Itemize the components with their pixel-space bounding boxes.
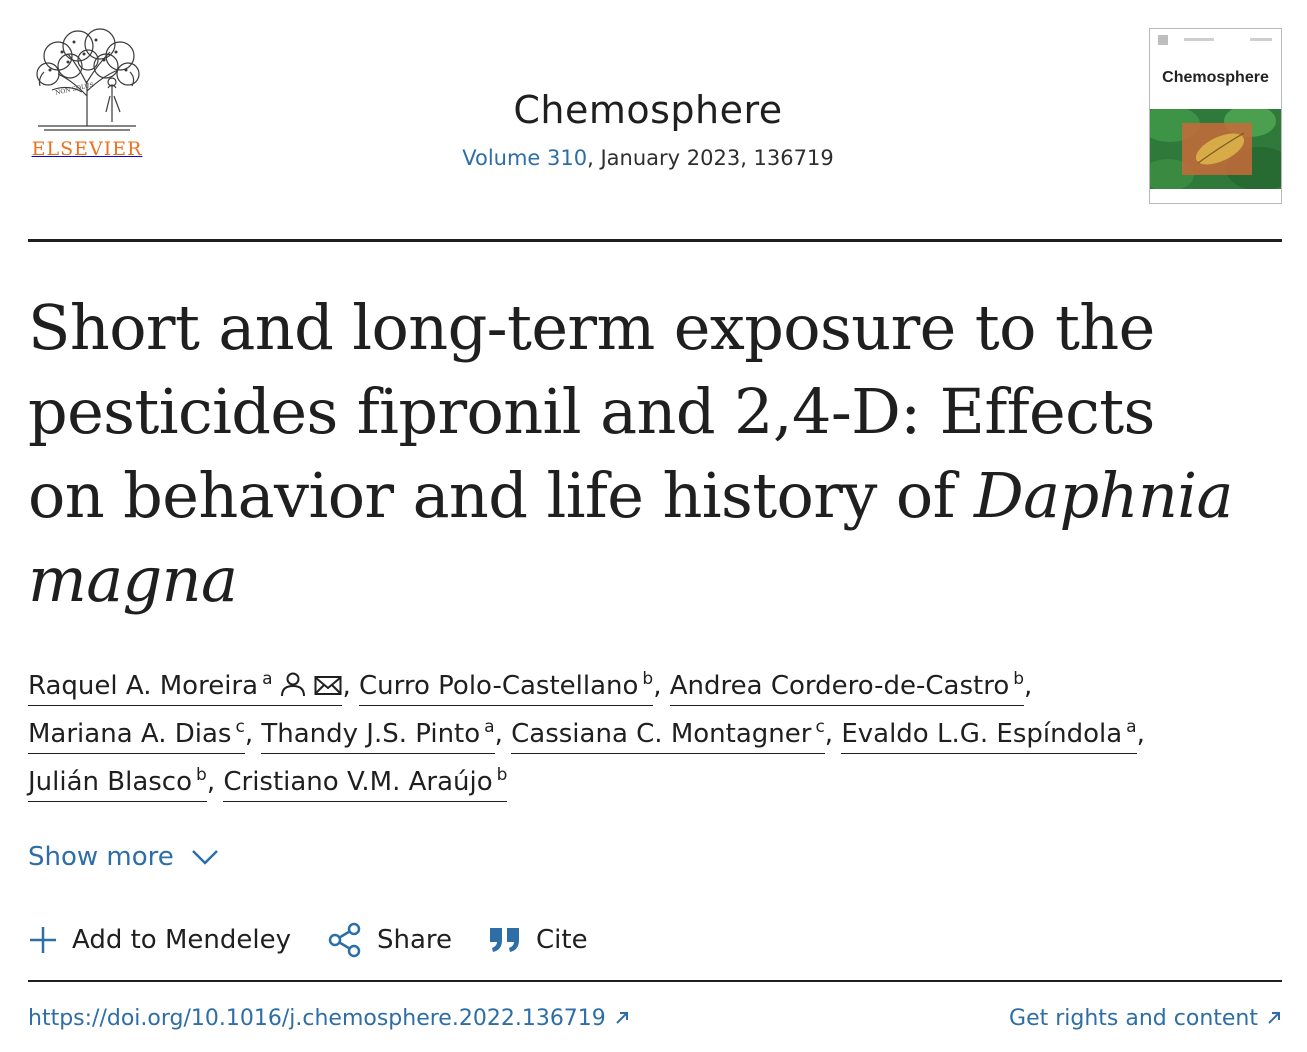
title-text: Short and long-term exposure to the pesticides fipronil and 2,4-D: Effects on behavior and life history of	[28, 291, 1155, 532]
author-separator: ,	[494, 719, 503, 749]
author-link[interactable]	[511, 719, 825, 754]
cover-image	[1150, 109, 1281, 189]
title-species: Daphnia magna	[28, 459, 1233, 616]
author-link[interactable]	[223, 767, 507, 802]
add-to-mendeley-button[interactable]	[28, 925, 291, 955]
elsevier-wordmark: ELSEVIER	[31, 138, 143, 160]
share-icon	[327, 922, 363, 958]
author-name: Thandy J.S. Pinto	[261, 719, 481, 749]
author-separator: ,	[653, 671, 662, 701]
author-separator: ,	[244, 719, 254, 749]
share-button[interactable]	[327, 922, 452, 958]
affiliation-marker: b	[1013, 669, 1025, 689]
cite-button[interactable]	[488, 925, 588, 955]
author-link[interactable]	[670, 671, 1024, 706]
affiliation-marker: c	[815, 717, 825, 737]
svg-text:NON SOLUS: NON SOLUS	[54, 81, 95, 97]
doi-link[interactable]	[28, 1006, 630, 1031]
elsevier-tree-logo-icon	[28, 26, 146, 134]
journal-cover-thumbnail[interactable]	[1149, 28, 1282, 204]
author-link[interactable]	[261, 719, 494, 754]
affiliation-marker: b	[642, 669, 654, 689]
show-more-label: Show more	[28, 842, 174, 872]
mendeley-label: Add to Mendeley	[72, 925, 291, 955]
affiliation-marker: c	[235, 717, 245, 737]
show-more-button[interactable]	[28, 842, 220, 872]
author-separator: ,	[1136, 719, 1145, 749]
cite-label: Cite	[536, 925, 588, 955]
affiliation-marker: b	[196, 765, 207, 785]
author-separator: ,	[1024, 671, 1033, 701]
author-name: Andrea Cordero-de-Castro	[669, 671, 1010, 701]
author-link[interactable]	[28, 671, 342, 706]
mail-icon	[314, 675, 342, 697]
share-label: Share	[376, 925, 453, 955]
person-icon	[280, 671, 306, 697]
plus-icon	[28, 925, 58, 955]
author-link[interactable]	[359, 671, 653, 706]
get-rights-link[interactable]	[1009, 1006, 1282, 1031]
volume-link[interactable]: Volume 310	[462, 146, 588, 170]
author-separator: ,	[824, 719, 834, 749]
author-name: Evaldo L.G. Espíndola	[841, 719, 1123, 749]
author-separator: ,	[206, 767, 216, 797]
elsevier-logo[interactable]	[28, 26, 146, 160]
doi-text: https://doi.org/10.1016/j.chemosphere.2022.136719	[28, 1006, 606, 1031]
article-actions	[28, 918, 624, 962]
rights-text: Get rights and content	[1009, 1006, 1258, 1031]
journal-meta	[388, 146, 908, 170]
issue-details: , January 2023, 136719	[587, 146, 834, 170]
author-link[interactable]	[28, 719, 245, 754]
article-title	[28, 286, 1248, 622]
author-link[interactable]	[28, 767, 207, 802]
author-separator: ,	[342, 671, 351, 701]
author-name: Curro Polo-Castellano	[359, 671, 639, 701]
cover-header-strip	[1158, 35, 1274, 47]
author-name: Cassiana C. Montagner	[511, 719, 812, 749]
journal-info	[388, 88, 908, 170]
header-divider	[28, 239, 1282, 242]
journal-header	[28, 22, 1282, 212]
footer-divider	[28, 980, 1282, 982]
cover-title: Chemosphere	[1162, 69, 1269, 86]
author-list	[28, 662, 1248, 806]
affiliation-marker: a	[1126, 717, 1137, 737]
chevron-down-icon	[190, 848, 220, 866]
external-link-icon	[1266, 1010, 1282, 1026]
external-link-icon	[614, 1010, 630, 1026]
author-name: Mariana A. Dias	[28, 719, 232, 749]
author-name: Cristiano V.M. Araújo	[223, 767, 493, 797]
journal-name-link[interactable]: Chemosphere	[513, 88, 783, 132]
author-name: Raquel A. Moreira	[28, 671, 259, 701]
affiliation-marker: b	[496, 765, 508, 785]
author-name: Julián Blasco	[28, 767, 193, 797]
affiliation-marker: a	[484, 717, 495, 737]
author-link[interactable]	[841, 719, 1136, 754]
quote-icon	[488, 926, 522, 954]
affiliation-marker: a	[262, 669, 273, 689]
